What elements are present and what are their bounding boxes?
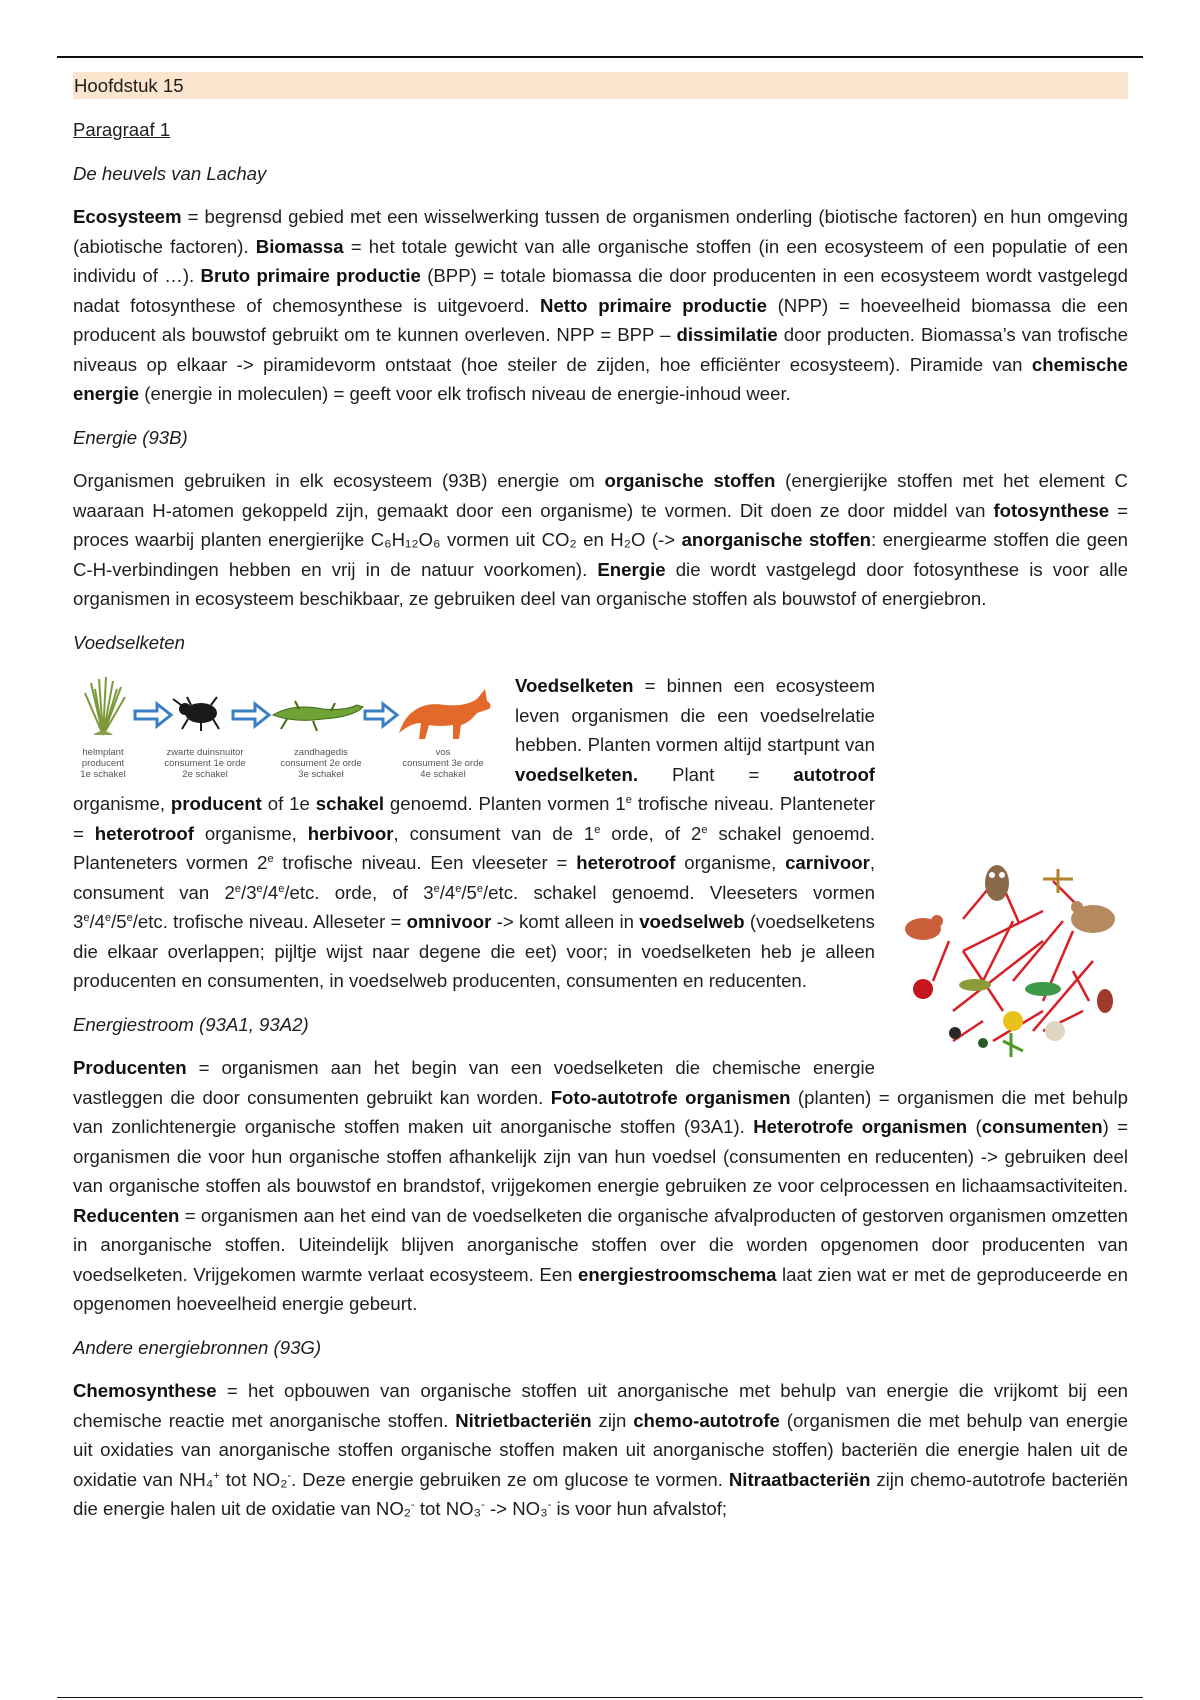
- chain-arrow-1: [135, 704, 171, 726]
- label-lizard-link: 3e schakel: [298, 769, 344, 780]
- label-beetle-link: 2e schakel: [182, 769, 228, 780]
- chain-arrow-3: [365, 704, 397, 726]
- label-beetle-name: zwarte duinsnuitor: [166, 747, 244, 758]
- beetle-icon: [173, 697, 219, 731]
- label-beetle-role: consument 1e orde: [164, 758, 246, 769]
- ant-icon: [978, 1038, 988, 1048]
- label-helmplant-name: helmplant: [82, 747, 124, 758]
- label-helmplant-link: 1e schakel: [80, 769, 126, 780]
- paragraph-chemosynthese: Chemosynthese = het opbouwen van organische stoffen uit anorganische met behulp van energie die vrijkomt bij een chemische reactie met anorganische stoffen. Nitrietbacteriën zijn chemo-autotrofe (organismen die met behulp van energie uit oxidaties van anorganische stoffen organische stoffen maken uit anorganische stoffen) bacteriën die energie halen uit de oxidatie van NH₄+ tot NO₂-. Deze energie gebruiken ze om glucose te vormen. Nitraatbacteriën zijn chemo-autotrofe bacteriën die energie halen uit de oxidatie van NO₂- tot NO₃- -> NO₃- is voor hun afvalstof;: [73, 1380, 1128, 1519]
- snail-icon: [1045, 1021, 1065, 1041]
- lizard-icon: [273, 701, 363, 731]
- label-lizard-name: zandhagedis: [294, 747, 348, 758]
- food-chain-figure: [73, 675, 503, 785]
- paragraph-ecosysteem: Ecosysteem = begrensd gebied met een wisselwerking tussen de organismen onderling (biotische factoren) en hun omgeving (abiotische factoren). Biomassa = het totale gewicht van alle organische stoffen (in een ecosysteem of een populatie of een individu of …). Bruto primaire productie (BPP) = totale biomassa die door producenten in een ecosysteem wordt vastgelegd nadat fotosynthese of chemosynthese is uitgevoerd. Netto primaire productie (NPP) = hoeveelheid biomassa die een producent als bouwstof gebruikt om te kunnen overleven. NPP = BPP – dissimilatie door producten. Biomassa’s van trofische niveaus op elkaar -> piramidevorm ontstaat (hoe steiler de zijden, hoe efficiënter ecosysteem). Piramide van chemische energie (energie in moleculen) = geeft voor elk trofisch niveau de energie-inhoud weer.: [73, 206, 1129, 404]
- ladybug-icon: [913, 979, 933, 999]
- top-rule: [57, 56, 1143, 58]
- paragraph-heading: Paragraaf 1: [73, 119, 171, 140]
- food-web-figure: [893, 861, 1128, 1071]
- section-title-lachay: De heuvels van Lachay: [73, 162, 267, 184]
- bird-icon: [905, 915, 943, 940]
- beetle-web-icon: [1097, 989, 1113, 1013]
- fox-icon: [399, 689, 491, 739]
- label-fox-link: 4e schakel: [420, 769, 466, 780]
- caterpillar-icon: [1025, 982, 1061, 996]
- paragraph-voedselketen: Voedselketen = binnen een ecosysteem leven organismen die een voedselrelatie hebben. Planten vormen altijd startpunt van voedselketen. Plant = autotroof organisme, producent of 1e schakel genoemd. Planten vormen 1e trofische niveau. Planteneter = heterotroof organisme, herbivoor, consument van de 1e orde, of 2e schakel genoemd. Planteneters vormen 2e trofische niveau. Een vleeseter = heterotroof organisme, carnivoor, consument van 2e/3e/4e/etc. orde, of 3e/4e/5e/etc. schakel genoemd. Vleeseters vormen 3e/4e/5e/etc. trofische niveau. Alleseter = omnivoor -> komt alleen in voedselweb (voedselketens die elkaar overlappen; pijltje wijst naar degene die eet) voor; in voedselketen heb je alleen producenten en consumenten, in voedselweb producenten, consumenten en reducenten.: [73, 675, 876, 991]
- dragonfly-icon: [1043, 869, 1073, 893]
- helmplant-icon: [85, 677, 125, 735]
- label-lizard-role: consument 2e orde: [280, 758, 362, 769]
- section-title-energiestroom: Energiestroom (93A1, 93A2): [73, 1013, 309, 1035]
- paragraph-energiestroom: Producenten = organismen aan het begin van een voedselketen die chemische energie vastleggen die door consumenten gebruikt kan worden. Foto-autotrofe organismen (planten) = organismen die met behulp van zonlichtenergie organische stoffen maken uit anorganische stoffen (93A1). Heterotrofe organismen (consumenten) = organismen die voor hun organische stoffen afhankelijk zijn van hun voedsel (consumenten en reducenten) -> gebruiken deel van organische stoffen als bouwstof en brandstof, vrijgekomen energie gebruiken ze voor celprocessen en lichaamsactiviteiten. Reducenten = organismen aan het eind van de voedselketen die organische afvalproducten of gestorven organismen omzetten in anorganische stoffen. Uiteindelijk blijven anorganische stoffen over die worden opgenomen door producenten van voedselketen. Vrijgekomen warmte verlaat ecosysteem. Een energiestroomschema laat zien wat er met de geproduceerde en opgenomen hoeveelheid energie gebeurt.: [73, 1057, 1128, 1314]
- chapter-heading: Hoofdstuk 15: [73, 72, 1128, 99]
- section-title-voedselketen: Voedselketen: [73, 631, 185, 653]
- spider-icon: [949, 1027, 961, 1039]
- bottom-rule: [57, 1697, 1143, 1698]
- section-title-andere-energiebronnen: Andere energiebronnen (93G): [73, 1336, 322, 1358]
- label-fox-role: consument 3e orde: [402, 758, 484, 769]
- chain-arrow-2: [233, 704, 269, 726]
- section-title-energie: Energie (93B): [73, 426, 188, 448]
- label-fox-name: vos: [435, 747, 451, 758]
- paragraph-energie: Organismen gebruiken in elk ecosysteem (93B) energie om organische stoffen (energierijke stoffen met het element C waaraan H-atomen gekoppeld zijn, gemaakt door een organisme) te vormen. Dit doen ze door middel van fotosynthese = proces waarbij planten energierijke C₆H₁₂O₆ vormen uit CO₂ en H₂O (-> anorganische stoffen: energiearme stoffen die geen C-H-verbindingen hebben en vrij in de natuur voorkomen). Energie die wordt vastgelegd door fotosynthese is voor alle organismen in ecosysteem beschikbaar, ze gebruiken deel van organische stoffen als bouwstof of energiebron.: [73, 470, 1129, 609]
- grasshopper-icon: [959, 979, 991, 991]
- owl-icon: [985, 865, 1009, 901]
- document-page: [73, 72, 1128, 1538]
- mouse-icon: [1071, 901, 1115, 933]
- label-helmplant-role: producent: [81, 758, 125, 769]
